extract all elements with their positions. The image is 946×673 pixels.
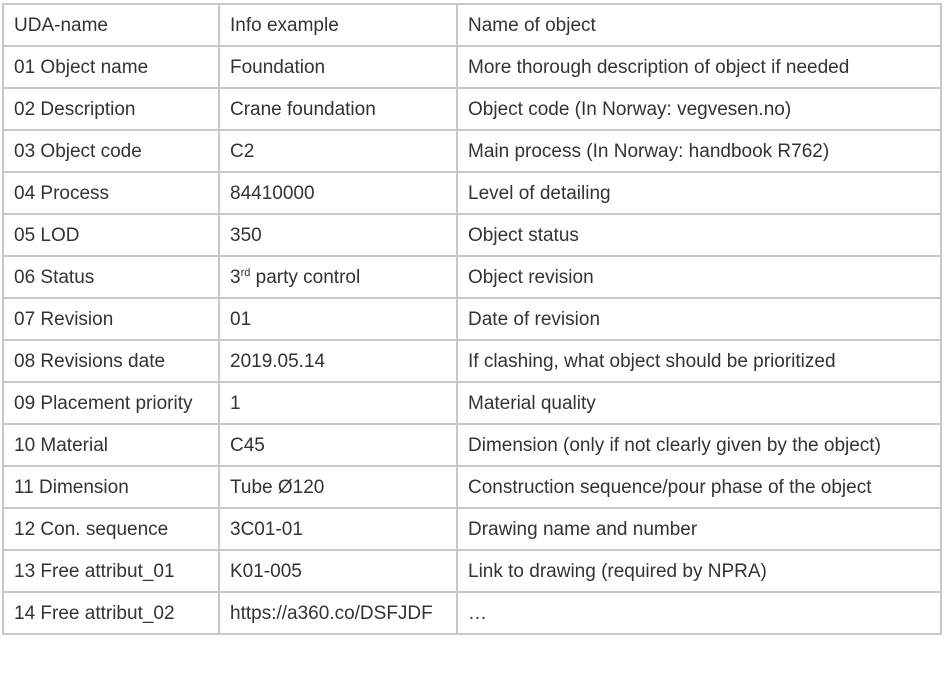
- cell-uda-name: 01 Object name: [3, 46, 219, 88]
- info-text: https://a360.co/DSFJDF: [230, 602, 433, 624]
- cell-name-of-object: If clashing, what object should be prioritized: [457, 340, 941, 382]
- table-row: [3, 382, 941, 424]
- table-row: [3, 130, 941, 172]
- cell-uda-name: 05 LOD: [3, 214, 219, 256]
- table-row: [3, 424, 941, 466]
- table-row: [3, 550, 941, 592]
- cell-uda-name: 07 Revision: [3, 298, 219, 340]
- cell-info-example: [219, 592, 457, 634]
- cell-name-of-object: Link to drawing (required by NPRA): [457, 550, 941, 592]
- info-text: 350: [230, 224, 262, 246]
- info-text: 2019.05.14: [230, 350, 326, 372]
- cell-info-example: [219, 340, 457, 382]
- cell-uda-name: 04 Process: [3, 172, 219, 214]
- info-text: 01: [230, 308, 252, 330]
- cell-info-example: [219, 130, 457, 172]
- table-row: [3, 88, 941, 130]
- cell-info-example: [219, 550, 457, 592]
- cell-name-of-object: Material quality: [457, 382, 941, 424]
- table-row: [3, 592, 941, 634]
- cell-info-example: [219, 46, 457, 88]
- cell-uda-name: 13 Free attribut_01: [3, 550, 219, 592]
- cell-name-of-object: More thorough description of object if needed: [457, 46, 941, 88]
- info-text-continued: party control: [250, 266, 361, 288]
- table-row: [3, 46, 941, 88]
- cell-name-of-object: Object code (In Norway: vegvesen.no): [457, 88, 941, 130]
- info-text: Foundation: [230, 56, 326, 78]
- cell-info-example: [219, 466, 457, 508]
- cell-uda-name: 12 Con. sequence: [3, 508, 219, 550]
- info-text: Tube Ø120: [230, 476, 325, 498]
- cell-uda-name: 02 Description: [3, 88, 219, 130]
- table-header-row: [3, 4, 941, 46]
- cell-info-example: [219, 88, 457, 130]
- info-text: C2: [230, 140, 255, 162]
- cell-info-example: [219, 172, 457, 214]
- cell-name-of-object: Date of revision: [457, 298, 941, 340]
- cell-info-example: [219, 508, 457, 550]
- info-superscript: rd: [240, 266, 251, 279]
- cell-name-of-object: Dimension (only if not clearly given by the object): [457, 424, 941, 466]
- cell-uda-name: 03 Object code: [3, 130, 219, 172]
- info-text: Crane foundation: [230, 98, 376, 120]
- cell-uda-name: 11 Dimension: [3, 466, 219, 508]
- table-row: [3, 340, 941, 382]
- cell-uda-name: 14 Free attribut_02: [3, 592, 219, 634]
- cell-uda-name: 09 Placement priority: [3, 382, 219, 424]
- cell-name-of-object: …: [457, 592, 941, 634]
- cell-name-of-object: Object status: [457, 214, 941, 256]
- table-row: [3, 466, 941, 508]
- cell-name-of-object: Level of detailing: [457, 172, 941, 214]
- table-row: [3, 508, 941, 550]
- table-row: [3, 256, 941, 298]
- cell-name-of-object: Drawing name and number: [457, 508, 941, 550]
- uda-table-container: [2, 3, 942, 635]
- info-text: 84410000: [230, 182, 315, 204]
- cell-uda-name: 08 Revisions date: [3, 340, 219, 382]
- header-info-example: Info example: [219, 4, 457, 46]
- table-row: [3, 214, 941, 256]
- cell-name-of-object: Construction sequence/pour phase of the object: [457, 466, 941, 508]
- header-uda-name: UDA-name: [3, 4, 219, 46]
- info-text: 3C01-01: [230, 518, 303, 540]
- cell-info-example: [219, 214, 457, 256]
- info-text: K01-005: [230, 560, 302, 582]
- cell-uda-name: 10 Material: [3, 424, 219, 466]
- info-text: 3: [230, 266, 241, 288]
- header-name-of-object: Name of object: [457, 4, 941, 46]
- cell-info-example: [219, 424, 457, 466]
- info-text: 1: [230, 392, 241, 414]
- table-row: [3, 298, 941, 340]
- info-text: C45: [230, 434, 265, 456]
- cell-info-example: [219, 298, 457, 340]
- cell-uda-name: 06 Status: [3, 256, 219, 298]
- uda-table: [2, 3, 942, 635]
- cell-name-of-object: Main process (In Norway: handbook R762): [457, 130, 941, 172]
- table-row: [3, 172, 941, 214]
- cell-name-of-object: Object revision: [457, 256, 941, 298]
- cell-info-example: [219, 256, 457, 298]
- cell-info-example: [219, 382, 457, 424]
